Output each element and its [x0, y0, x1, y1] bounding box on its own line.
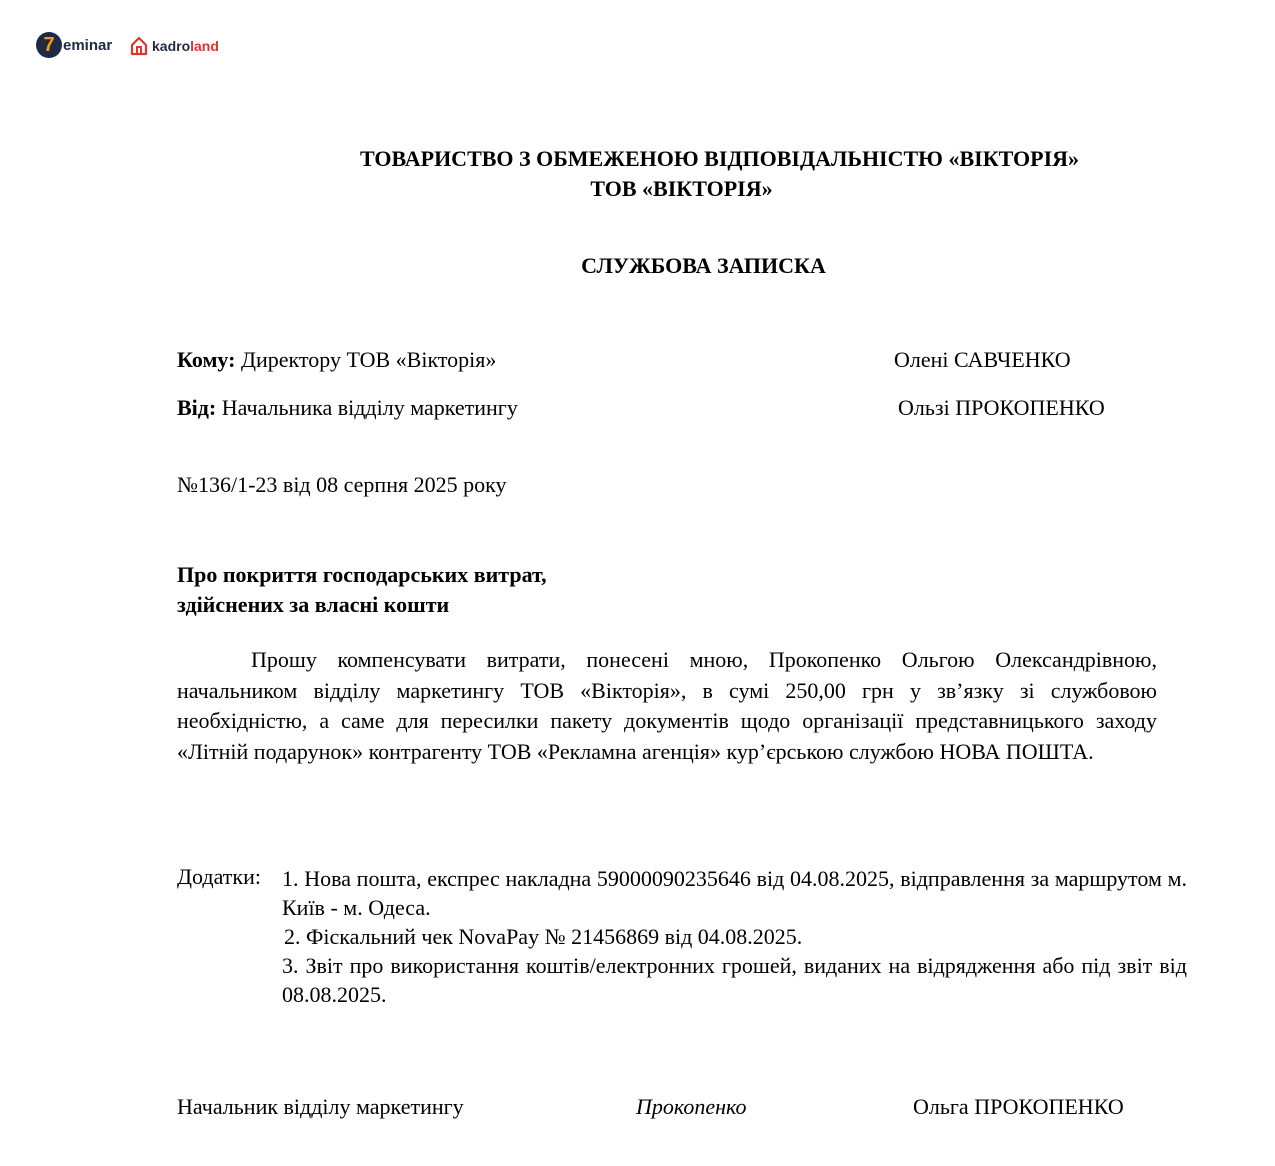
handwritten-signature: Прокопенко: [636, 1094, 747, 1119]
attachment-item-2: 2. Фіскальний чек NovaPay № 21456869 від 04.08.2025.: [284, 924, 803, 949]
attachment-item-1: 1. Нова пошта, експрес накладна 59000090235646 від 04.08.2025, відправлення за маршрутом м. Київ - м. Одеса.: [282, 866, 1187, 920]
from-text: Начальника відділу маркетингу: [221, 395, 518, 420]
from-line: [177, 395, 518, 421]
document-number: №136/1-23 від 08 серпня 2025 року: [177, 472, 507, 497]
seminar-logo-word: eminar: [63, 36, 113, 54]
signature-position: Начальник відділу маркетингу: [177, 1094, 464, 1119]
to-text: Директору ТОВ «Вікторія»: [240, 347, 497, 372]
kadroland-logo-part1: kadro: [152, 38, 191, 54]
subject-line-2: здійснених за власні кошти: [177, 592, 450, 617]
signature-name: Ольга ПРОКОПЕНКО: [913, 1094, 1124, 1119]
org-full-name: ТОВАРИСТВО З ОБМЕЖЕНОЮ ВІДПОВІДАЛЬНІСТЮ «ВІКТОРІЯ»: [359, 146, 1080, 171]
to-label: Кому:: [177, 347, 236, 372]
seminar-logo-digit: 7: [36, 32, 62, 58]
subject: [177, 560, 547, 620]
attachment-item-3: 3. Звіт про використання коштів/електронних грошей, виданих на відрядження або під звіт від 08.08.2025.: [282, 953, 1187, 1007]
body-paragraph: Прошу компенсувати витрати, понесені мною, Прокопенко Ольгою Олександрівною, начальником відділу маркетингу ТОВ «Вікторія», в сумі 250,00 грн у зв’язку зі службовою необхідністю, а саме для пересилки пакету документів щодо організації представницького заходу «Літній подарунок» контрагенту ТОВ «Рекламна агенція» кур’єрською службою НОВА ПОШТА.: [177, 647, 1157, 764]
kadroland-logo: [130, 34, 219, 58]
kadroland-logo-part2: land: [190, 38, 219, 54]
to-line: [177, 347, 496, 373]
from-name: Ользі ПРОКОПЕНКО: [898, 395, 1105, 420]
from-label: Від:: [177, 395, 217, 420]
document-type: СЛУЖБОВА ЗАПИСКА: [581, 253, 826, 278]
attachments-label: Додатки:: [177, 864, 261, 889]
org-short-name: ТОВ «ВІКТОРІЯ»: [590, 176, 773, 201]
to-name: Олені САВЧЕНКО: [894, 347, 1071, 372]
seminar-logo: [36, 32, 112, 58]
subject-line-1: Про покриття господарських витрат,: [177, 562, 547, 587]
house-icon: [130, 36, 148, 56]
